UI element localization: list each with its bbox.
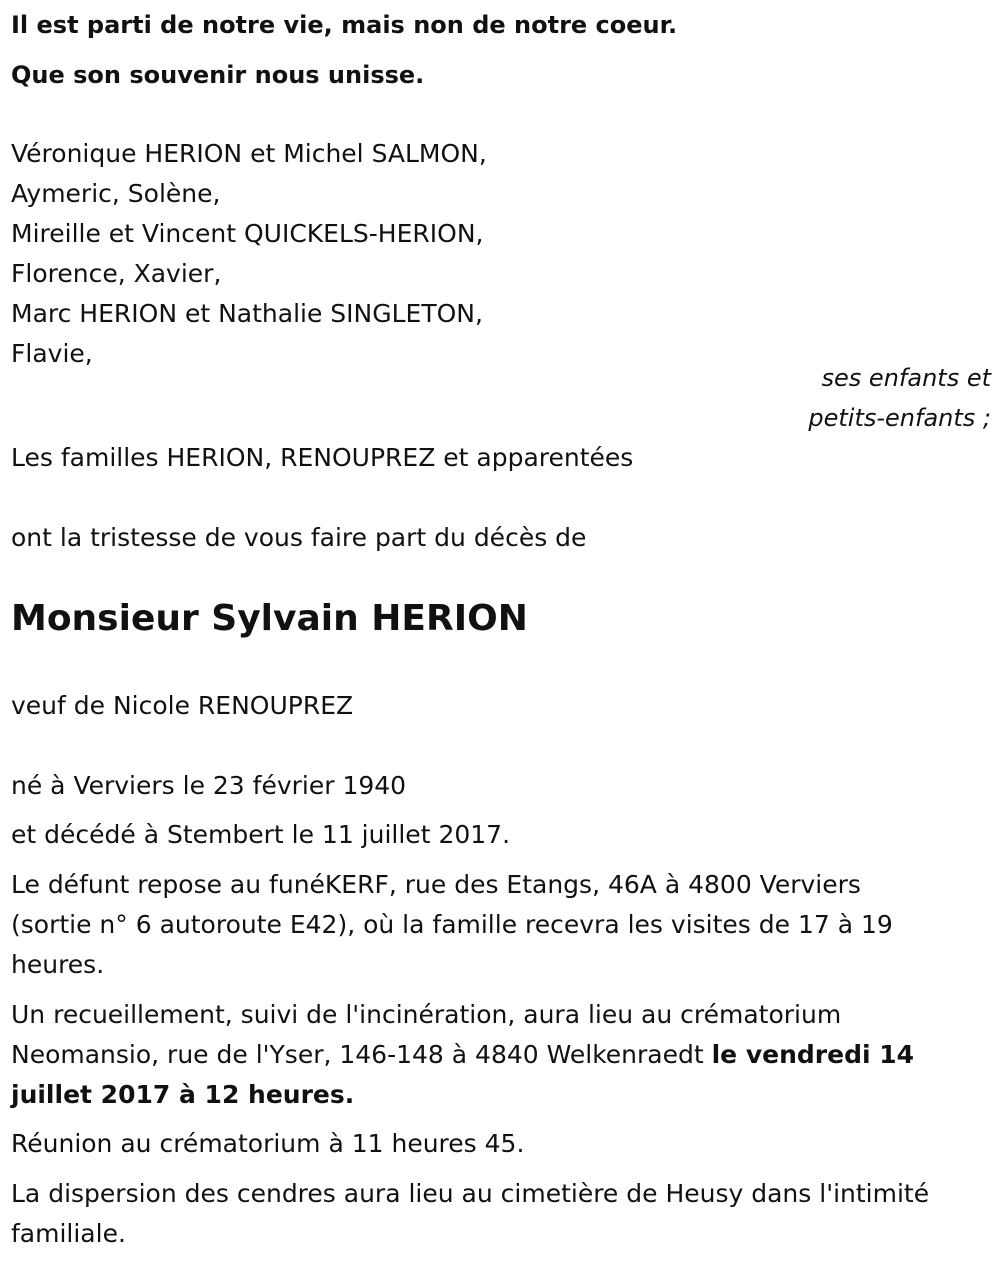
family-line-4: Florence, Xavier, [11, 259, 222, 288]
deceased-name: Monsieur Sylvain HERION [11, 598, 528, 639]
death-line: et décédé à Stembert le 11 juillet 2017. [11, 820, 511, 849]
dispersion-line-1: La dispersion des cendres aura lieu au cimetière de Heusy dans l'intimité [11, 1179, 930, 1208]
family-line-6: Flavie, [11, 339, 93, 368]
spouse-line: veuf de Nicole RENOUPREZ [11, 691, 354, 720]
repose-line-2: (sortie n° 6 autoroute E42), où la famille recevra les visites de 17 à 19 [11, 910, 893, 939]
quote-line-1: Il est parti de notre vie, mais non de notre coeur. [11, 11, 678, 39]
relation-line-1: ses enfants et [821, 364, 991, 392]
repose-line-3: heures. [11, 950, 105, 979]
families-line: Les familles HERION, RENOUPREZ et apparentées [11, 443, 634, 472]
ceremony-date-part-2: juillet 2017 à 12 heures. [11, 1080, 355, 1109]
ceremony-location: Neomansio, rue de l'Yser, 146-148 à 4840 Welkenraedt [11, 1040, 712, 1069]
announcement-line: ont la tristesse de vous faire part du décès de [11, 523, 587, 552]
repose-line-1: Le défunt repose au funéKERF, rue des Etangs, 46A à 4800 Verviers [11, 870, 861, 899]
meeting-line: Réunion au crématorium à 11 heures 45. [11, 1129, 525, 1158]
ceremony-line-1: Un recueillement, suivi de l'incinération, aura lieu au crématorium [11, 1000, 842, 1029]
family-line-5: Marc HERION et Nathalie SINGLETON, [11, 299, 483, 328]
ceremony-date-part-1: le vendredi 14 [711, 1040, 915, 1069]
relation-line-2: petits-enfants ; [808, 404, 991, 432]
family-line-1: Véronique HERION et Michel SALMON, [11, 139, 487, 168]
family-line-3: Mireille et Vincent QUICKELS-HERION, [11, 219, 484, 248]
dispersion-line-2: familiale. [11, 1219, 126, 1248]
ceremony-line-2 [11, 1035, 914, 1075]
birth-line: né à Verviers le 23 février 1940 [11, 771, 407, 800]
family-line-2: Aymeric, Solène, [11, 179, 221, 208]
quote-line-2: Que son souvenir nous unisse. [11, 61, 425, 89]
